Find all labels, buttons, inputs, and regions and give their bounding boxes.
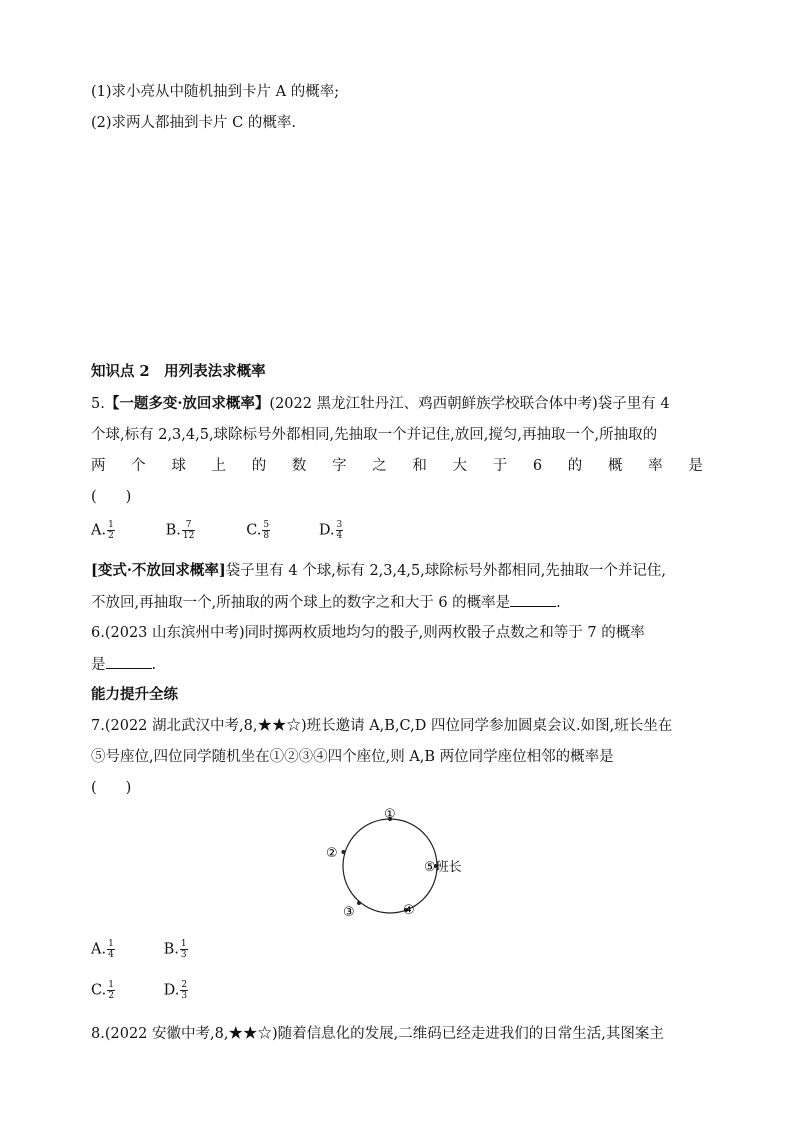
q5-char: 数	[291, 458, 307, 474]
q5-char: 字	[332, 458, 347, 474]
q5-char: 是	[688, 458, 703, 474]
denominator: 3	[180, 950, 187, 960]
denominator: 8	[263, 531, 270, 541]
variant-text-b: 不放回,再抽取一个,所抽取的两个球上的数字之和大于 6 的概率是	[91, 595, 511, 611]
q5-text-a: (2022 黑龙江牡丹江、鸡西朝鲜族学校联合体中考)袋子里有 4	[269, 396, 670, 412]
q5-char: 上	[211, 458, 227, 474]
q5-char: 6	[532, 458, 543, 474]
numerator: 1	[108, 980, 114, 990]
q5-tag: 【一题多变·放回求概率】	[104, 395, 270, 412]
denominator: 2	[108, 991, 114, 1001]
q7-option-d[interactable]	[164, 980, 188, 1001]
q7-options-row-1	[91, 939, 188, 960]
table-circle	[343, 819, 437, 913]
fraction	[180, 939, 188, 960]
variant-tag: [变式·不放回求概率]	[91, 562, 226, 579]
fraction	[107, 520, 115, 541]
q5-char: 于	[492, 458, 508, 474]
variant-line-1	[91, 561, 666, 581]
numerator: 5	[263, 520, 270, 530]
seat-label-2: ②	[326, 846, 338, 861]
q5-char: 大	[452, 458, 468, 474]
q7-option-a[interactable]	[91, 939, 159, 960]
q5-option-b[interactable]	[166, 520, 242, 541]
q7-option-b[interactable]	[164, 939, 188, 960]
seat-label-1: ①	[384, 808, 396, 822]
q5-char: 概	[607, 458, 623, 474]
option-letter: C.	[91, 982, 107, 999]
seat-label-3: ③	[343, 905, 355, 920]
fraction	[107, 939, 115, 960]
q7-option-c[interactable]	[91, 980, 159, 1001]
q7-line-1: 7.(2022 湖北武汉中考,8,★★☆)班长邀请 A,B,C,D 四位同学参加圆桌会议.如图,班长坐在	[91, 718, 673, 734]
denominator: 4	[108, 950, 114, 960]
fraction	[180, 980, 188, 1001]
option-letter: A.	[91, 522, 107, 539]
q5-answer-paren: ( )	[91, 489, 132, 505]
q5-char: 和	[412, 458, 427, 474]
q5-char: 的	[567, 458, 583, 474]
variant-line-2	[91, 592, 561, 613]
q8-line-1: 8.(2022 安徽中考,8,★★☆)随着信息化的发展,二维码已经走进我们的日常生活,其图案主	[91, 1026, 664, 1042]
q5-char: 之	[372, 458, 387, 474]
option-letter: C.	[246, 522, 262, 539]
seat-dot-3	[357, 901, 361, 905]
q7-line-2: ⑤号座位,四位同学随机坐在①②③④四个座位,则 A,B 两位同学座位相邻的概率是	[91, 749, 614, 765]
numerator: 1	[108, 939, 114, 949]
option-letter: B.	[163, 941, 179, 958]
q7-options-row-2	[91, 980, 188, 1001]
section-title-knowledge-point-2: 知识点 2 用列表法求概率	[91, 363, 266, 380]
answer-blank[interactable]	[106, 654, 152, 669]
fraction	[262, 520, 270, 541]
denominator: 4	[336, 531, 343, 541]
option-letter: A.	[91, 941, 107, 958]
seat-label-5: ⑤班长	[424, 860, 462, 875]
q6-text-b: 是	[91, 657, 106, 673]
numerator: 1	[180, 939, 187, 949]
denominator: 3	[181, 991, 188, 1001]
seat-label-4: ④	[403, 903, 415, 918]
q4-part2: (2)求两人都抽到卡片 C 的概率.	[91, 115, 296, 131]
q5-char: 的	[251, 458, 267, 474]
numerator: 2	[181, 980, 188, 990]
q6-line-1: 6.(2023 山东滨州中考)同时掷两枚质地均匀的骰子,则两枚骰子点数之和等于 7 的概率	[91, 625, 645, 641]
numerator: 3	[336, 520, 343, 530]
round-table-diagram	[320, 808, 480, 924]
denominator: 2	[108, 531, 114, 541]
option-letter: D.	[163, 982, 180, 999]
option-letter: D.	[318, 522, 335, 539]
numerator: 1	[108, 520, 114, 530]
option-letter: B.	[165, 522, 181, 539]
q5-line-1	[91, 394, 670, 414]
q7-answer-paren: ( )	[91, 780, 132, 796]
variant-text-a: 袋子里有 4 个球,标有 2,3,4,5,球除标号外都相同,先抽取一个并记住,	[225, 563, 666, 579]
q5-options	[91, 520, 343, 541]
answer-blank[interactable]	[510, 592, 556, 607]
q5-char: 两	[91, 458, 106, 474]
q5-option-a[interactable]	[91, 520, 161, 541]
fraction	[336, 520, 344, 541]
q5-line-3	[91, 456, 703, 476]
q5-char: 率	[648, 458, 663, 474]
q4-part1: (1)求小亮从中随机抽到卡片 A 的概率;	[91, 84, 340, 100]
q5-char: 个	[131, 458, 146, 474]
q6-line-2	[91, 654, 156, 675]
q5-line-2: 个球,标有 2,3,4,5,球除标号外都相同,先抽取一个并记住,放回,搅匀,再抽取一个,所抽取的	[91, 427, 658, 443]
fraction	[182, 520, 195, 541]
denominator: 12	[182, 531, 195, 541]
numerator: 7	[182, 520, 195, 531]
fraction	[107, 980, 115, 1001]
q5-char: 球	[171, 458, 186, 474]
section-title-ability: 能力提升全练	[91, 686, 178, 703]
q5-option-c[interactable]	[246, 520, 314, 541]
q5-option-d[interactable]	[319, 520, 343, 541]
seat-dot-2	[342, 850, 346, 854]
q5-number: 5.	[91, 396, 105, 412]
q6-end: .	[151, 657, 157, 673]
round-table-svg	[320, 808, 480, 920]
variant-end: .	[556, 595, 561, 611]
